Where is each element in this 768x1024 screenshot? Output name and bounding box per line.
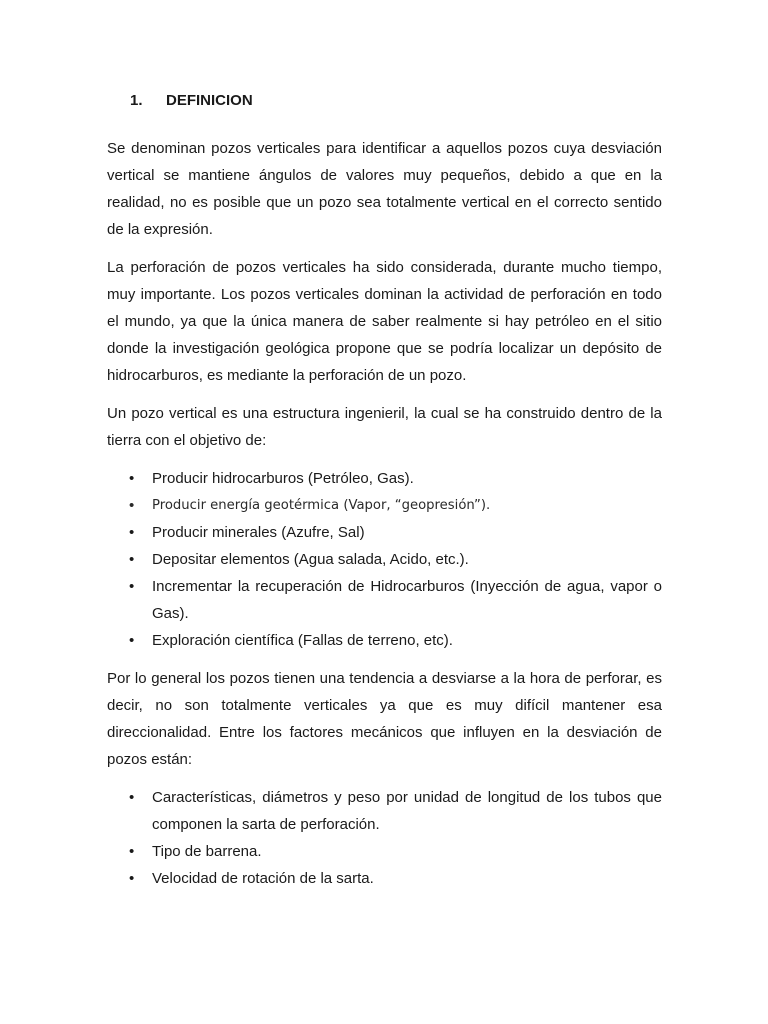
section-number: 1.	[130, 92, 143, 109]
list-item: • Producir hidrocarburos (Petróleo, Gas).	[107, 465, 662, 492]
bullet-icon: •	[129, 551, 135, 568]
list-item: • Características, diámetros y peso por unidad de longitud de los tubos que componen la sarta de perforación.	[107, 784, 662, 838]
paragraph-importance: La perforación de pozos verticales ha sido considerada, durante mucho tiempo, muy importante. Los pozos verticales dominan la actividad de perforación en todo el mundo, ya que la única manera de saber realmente si hay petróleo en el sitio donde la investigación geológica propone que se podría localizar un depósito de hidrocarburos, es mediante la perforación de un pozo.	[107, 259, 662, 384]
paragraph-definition: Se denominan pozos verticales para identificar a aquellos pozos cuya desviación vertical se mantiene ángulos de valores muy pequeños, debido a que en la realidad, no es posible que un pozo sea totalmente vertical en el correcto sentido de la expresión.	[107, 140, 662, 238]
list-item: • Incrementar la recuperación de Hidrocarburos (Inyección de agua, vapor o Gas).	[107, 573, 662, 627]
paragraph-deviation-factors: Por lo general los pozos tienen una tendencia a desviarse a la hora de perforar, es decir, no son totalmente verticales ya que es muy difícil mantener esa direccionalidad. Entre los factores mecánicos que influyen en la desviación de pozos están:	[107, 670, 662, 768]
section-heading	[130, 86, 662, 116]
bullet-icon: •	[129, 470, 135, 487]
list-item: • Producir energía geotérmica (Vapor, “geopresión”).	[107, 492, 662, 519]
bullet-icon: •	[129, 843, 135, 860]
bullet-icon: •	[129, 870, 135, 887]
objectives-list	[107, 465, 662, 654]
bullet-icon: •	[129, 578, 135, 595]
list-item: • Tipo de barrena.	[107, 838, 662, 865]
bullet-icon: •	[129, 497, 135, 514]
list-item: • Velocidad de rotación de la sarta.	[107, 865, 662, 892]
list-item: • Depositar elementos (Agua salada, Acido, etc.).	[107, 546, 662, 573]
factors-list	[107, 784, 662, 892]
bullet-icon: •	[129, 524, 135, 541]
paragraph-objective-intro: Un pozo vertical es una estructura ingenieril, la cual se ha construido dentro de la tierra con el objetivo de:	[107, 405, 662, 449]
list-item: • Producir minerales (Azufre, Sal)	[107, 519, 662, 546]
section-title: DEFINICION	[166, 92, 253, 109]
bullet-icon: •	[129, 789, 135, 806]
list-item: • Exploración científica (Fallas de terreno, etc).	[107, 627, 662, 654]
bullet-icon: •	[129, 632, 135, 649]
